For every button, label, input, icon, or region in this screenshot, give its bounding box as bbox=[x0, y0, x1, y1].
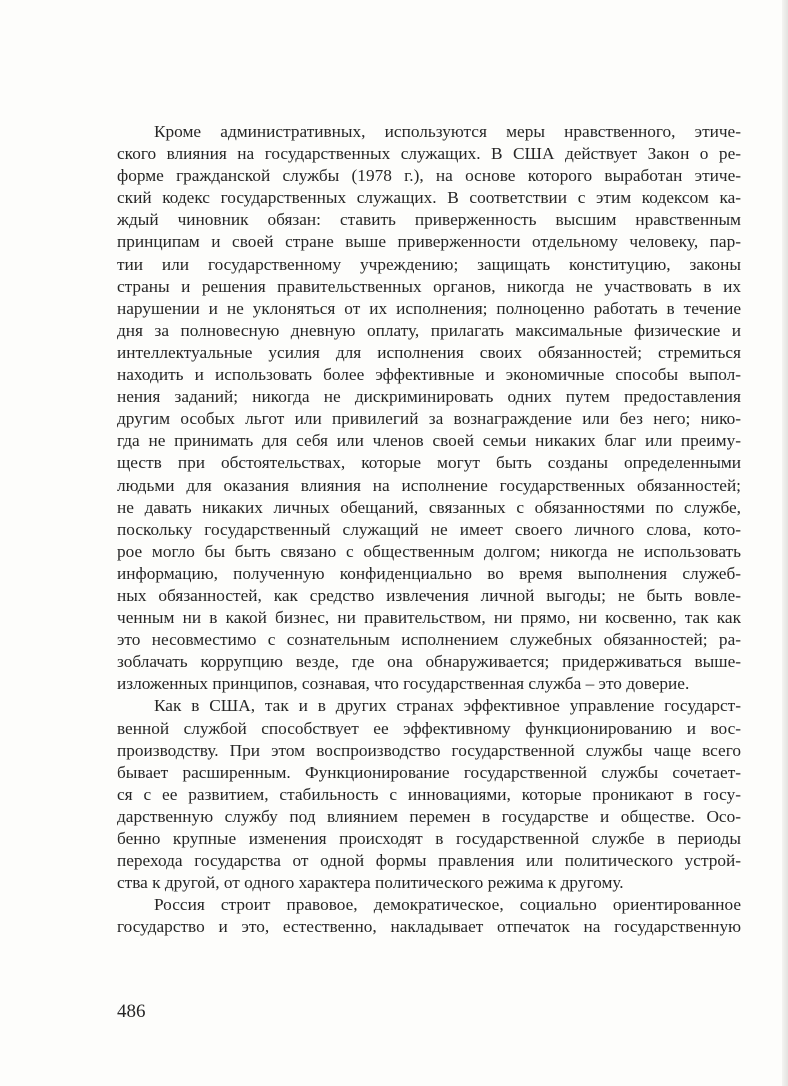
text-line: ченным ни в какой бизнес, ни правительством, ни прямо, ни косвенно, так как bbox=[117, 608, 741, 628]
page-number: 486 bbox=[117, 1001, 146, 1022]
text-line: производству. При этом воспроизводство государственной службы чаще всего bbox=[117, 740, 741, 760]
text-line: дарственную службу под влиянием перемен в государстве и обществе. Осо- bbox=[117, 806, 741, 826]
text-line: перехода государства от одной формы правления или политического устрой- bbox=[117, 851, 741, 871]
text-line: это несовместимо с сознательным исполнением служебных обязанностей; ра- bbox=[117, 630, 741, 650]
text-line: ский кодекс государственных служащих. В соответствии с этим кодексом ка- bbox=[117, 188, 741, 208]
text-line: интеллектуальные усилия для исполнения своих обязанностей; стремиться bbox=[117, 342, 741, 362]
text-line: зоблачать коррупцию везде, где она обнаруживается; придерживаться выше- bbox=[117, 652, 741, 672]
text-line: дня за полновесную дневную оплату, прилагать максимальные физические и bbox=[117, 320, 741, 340]
text-line: гда не принимать для себя или членов своей семьи никаких благ или преиму- bbox=[117, 431, 741, 451]
text-line: ского влияния на государственных служащих. В США действует Закон о ре- bbox=[117, 144, 741, 164]
text-line: Россия строит правовое, демократическое, социально ориентированное bbox=[154, 895, 741, 915]
text-line: находить и использовать более эффективные и экономичные способы выпол- bbox=[117, 365, 741, 385]
text-line: изложенных принципов, сознавая, что государственная служба – это доверие. bbox=[117, 674, 690, 694]
text-line: не давать никаких личных обещаний, связанных с обязанностями по службе, bbox=[117, 497, 741, 517]
text-line: ства к другой, от одного характера политического режима к другому. bbox=[117, 873, 624, 893]
text-line: ществ при обстоятельствах, которые могут быть созданы определенными bbox=[117, 453, 741, 473]
text-line: бывает расширенным. Функционирование государственной службы сочетает- bbox=[117, 762, 741, 782]
page-edge-shadow bbox=[782, 0, 788, 1086]
text-line: информацию, полученную конфиденциально во время выполнения служеб- bbox=[117, 563, 741, 583]
text-line: ся с ее развитием, стабильность с инновациями, которые проникают в госу- bbox=[117, 784, 741, 804]
body-text bbox=[117, 121, 741, 938]
paragraph-3 bbox=[117, 894, 741, 938]
text-line: Кроме административных, используются меры нравственного, этиче- bbox=[154, 122, 741, 141]
text-line: бенно крупные изменения происходят в государственной службе в периоды bbox=[117, 829, 741, 848]
text-line: венной службой способствует ее эффективному функционированию и вос- bbox=[117, 718, 741, 738]
text-line: ждый чиновник обязан: ставить приверженность высшим нравственным bbox=[117, 210, 741, 230]
text-line: нения заданий; никогда не дискриминировать одних путем предоставления bbox=[117, 387, 741, 407]
text-line: Как в США, так и в других странах эффективное управление государст- bbox=[154, 696, 741, 716]
text-line: другим особых льгот или привилегий за вознаграждение или без него; нико- bbox=[117, 409, 741, 429]
text-line: поскольку государственный служащий не имеет своего личного слова, кото- bbox=[117, 519, 741, 539]
text-line: рое могло бы быть связано с общественным долгом; никогда не использовать bbox=[117, 541, 741, 561]
text-line: тии или государственному учреждению; защищать конституцию, законы bbox=[117, 254, 741, 274]
text-line: ных обязанностей, как средство извлечения личной выгоды; не быть вовле- bbox=[117, 585, 741, 605]
text-line: страны и решения правительственных органов, никогда не участвовать в их bbox=[117, 276, 741, 296]
text-line: форме гражданской службы (1978 г.), на основе которого выработан этиче- bbox=[117, 166, 741, 186]
text-line: людьми для оказания влияния на исполнение государственных обязанностей; bbox=[117, 475, 741, 495]
text-line: нарушении и не уклоняться от их исполнения; полноценно работать в течение bbox=[117, 298, 741, 318]
text-line: государство и это, естественно, накладывает отпечаток на государственную bbox=[117, 917, 741, 937]
paragraph-1 bbox=[117, 121, 741, 695]
paragraph-2 bbox=[117, 695, 741, 894]
text-line: принципам и своей стране выше приверженности отдельному человеку, пар- bbox=[117, 232, 741, 252]
